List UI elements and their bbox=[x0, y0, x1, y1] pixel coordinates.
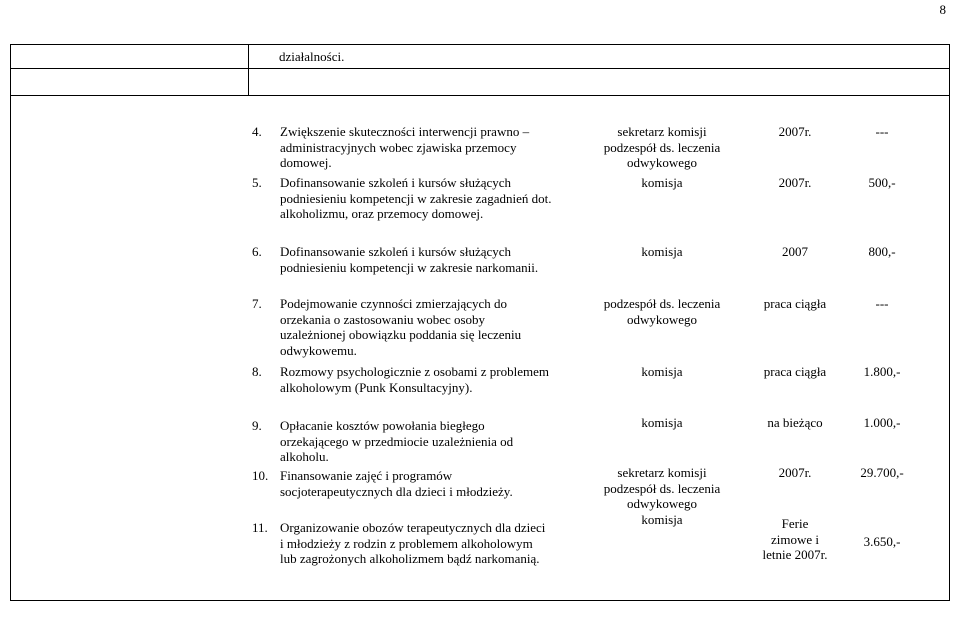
cost-cell: 1.000,- bbox=[863, 415, 901, 430]
item-text: Finansowanie zajęć i programów socjoterapeutycznych dla dzieci i młodzieży. bbox=[280, 468, 513, 499]
item-number: 4. bbox=[252, 124, 262, 139]
item-number: 11. bbox=[252, 520, 268, 535]
list-item bbox=[252, 364, 552, 395]
cost-cell: 800,- bbox=[868, 244, 896, 259]
responsible-cell bbox=[572, 465, 752, 527]
term-line: Ferie bbox=[781, 516, 809, 531]
term-line: 2007r. bbox=[778, 124, 812, 139]
item-text: Dofinansowanie szkoleń i kursów służących podniesieniu kompetencji w zakresie zagadnień dot. alkoholizmu, oraz przemocy domowej. bbox=[280, 175, 552, 221]
cost-cell: 500,- bbox=[868, 175, 896, 190]
term-line: praca ciągła bbox=[763, 364, 827, 379]
item-number: 9. bbox=[252, 418, 262, 433]
item-number: 7. bbox=[252, 296, 262, 311]
responsible-cell bbox=[572, 296, 752, 327]
term-line: na bieżąco bbox=[767, 415, 823, 430]
responsible-line: odwykowego bbox=[626, 496, 698, 511]
term-cell bbox=[740, 124, 850, 140]
responsible-line: podzespół ds. leczenia bbox=[603, 296, 721, 311]
term-line: 2007r. bbox=[778, 175, 812, 190]
list-item bbox=[252, 520, 552, 567]
responsible-line: odwykowego bbox=[626, 311, 698, 327]
cost-cell: --- bbox=[875, 124, 889, 139]
item-text: Zwiększenie skuteczności interwencji prawno – administracyjnych wobec zjawiska przemocy domowej. bbox=[280, 124, 530, 170]
list-item bbox=[252, 175, 552, 222]
item-text: Podejmowanie czynności zmierzających do orzekania o zastosowaniu wobec osoby uzależnionej obowiązku poddania się leczeniu odwykowemu. bbox=[280, 296, 522, 358]
term-cell bbox=[740, 244, 850, 260]
item-text: Rozmowy psychologicznie z osobami z problemem alkoholowym (Punk Konsultacyjny). bbox=[280, 364, 549, 395]
cost-cell: --- bbox=[875, 296, 889, 311]
item-number: 8. bbox=[252, 364, 262, 379]
top-row-text: działalności. bbox=[279, 49, 345, 64]
cost-cell: 29.700,- bbox=[860, 465, 904, 480]
responsible-line: sekretarz komisji bbox=[617, 124, 707, 139]
responsible-line: podzespół ds. leczenia bbox=[603, 139, 721, 155]
term-cell bbox=[740, 364, 850, 380]
term-line: 2007r. bbox=[778, 465, 812, 480]
responsible-line: komisja bbox=[641, 244, 683, 259]
term-line: 2007 bbox=[782, 244, 808, 259]
term-cell bbox=[740, 516, 850, 563]
item-number: 10. bbox=[252, 468, 269, 483]
section-border-left bbox=[10, 95, 11, 601]
cost-cell: 3.650,- bbox=[863, 534, 901, 549]
item-text: Organizowanie obozów terapeutycznych dla dzieci i młodzieży z rodzin z problemem alkoholowym lub zagrożonych alkoholizmem bądź narkomanią. bbox=[280, 520, 546, 566]
responsible-line: komisja bbox=[641, 511, 683, 527]
list-item bbox=[252, 418, 552, 465]
responsible-line: sekretarz komisji bbox=[617, 465, 707, 480]
table-border-left bbox=[10, 44, 11, 96]
table-border-top bbox=[10, 44, 949, 45]
row-divider bbox=[10, 68, 949, 69]
responsible-line: komisja bbox=[641, 415, 683, 430]
item-number: 5. bbox=[252, 175, 262, 190]
responsible-line: komisja bbox=[641, 364, 683, 379]
responsible-cell bbox=[572, 175, 752, 191]
item-text: Opłacanie kosztów powołania biegłego orzekającego w przedmiocie uzależnienia od alkoholu. bbox=[280, 418, 514, 464]
responsible-cell bbox=[572, 244, 752, 260]
table-border-right bbox=[949, 44, 950, 96]
list-item bbox=[252, 296, 552, 358]
item-text: Dofinansowanie szkoleń i kursów służących podniesieniu kompetencji w zakresie narkomanii. bbox=[280, 244, 539, 275]
term-line: letnie 2007r. bbox=[762, 547, 828, 562]
responsible-line: podzespół ds. leczenia bbox=[603, 480, 721, 496]
col-divider-1 bbox=[248, 44, 249, 96]
cost-cell: 1.800,- bbox=[863, 364, 901, 379]
responsible-cell bbox=[572, 364, 752, 380]
term-cell bbox=[740, 175, 850, 191]
section-border-top bbox=[10, 95, 949, 96]
term-cell bbox=[740, 415, 850, 431]
term-line: praca ciągła bbox=[763, 296, 827, 311]
list-item bbox=[252, 468, 552, 499]
section-border-bottom bbox=[10, 600, 949, 601]
page-number: 8 bbox=[939, 2, 946, 17]
responsible-cell bbox=[572, 415, 752, 431]
term-cell bbox=[740, 465, 850, 481]
responsible-line: komisja bbox=[641, 175, 683, 190]
item-number: 6. bbox=[252, 244, 262, 259]
term-line: zimowe i bbox=[770, 531, 819, 547]
term-cell bbox=[740, 296, 850, 312]
responsible-line: odwykowego bbox=[626, 155, 698, 170]
list-item bbox=[252, 244, 552, 275]
responsible-cell bbox=[572, 124, 752, 171]
list-item bbox=[252, 124, 552, 171]
section-border-right bbox=[949, 95, 950, 601]
